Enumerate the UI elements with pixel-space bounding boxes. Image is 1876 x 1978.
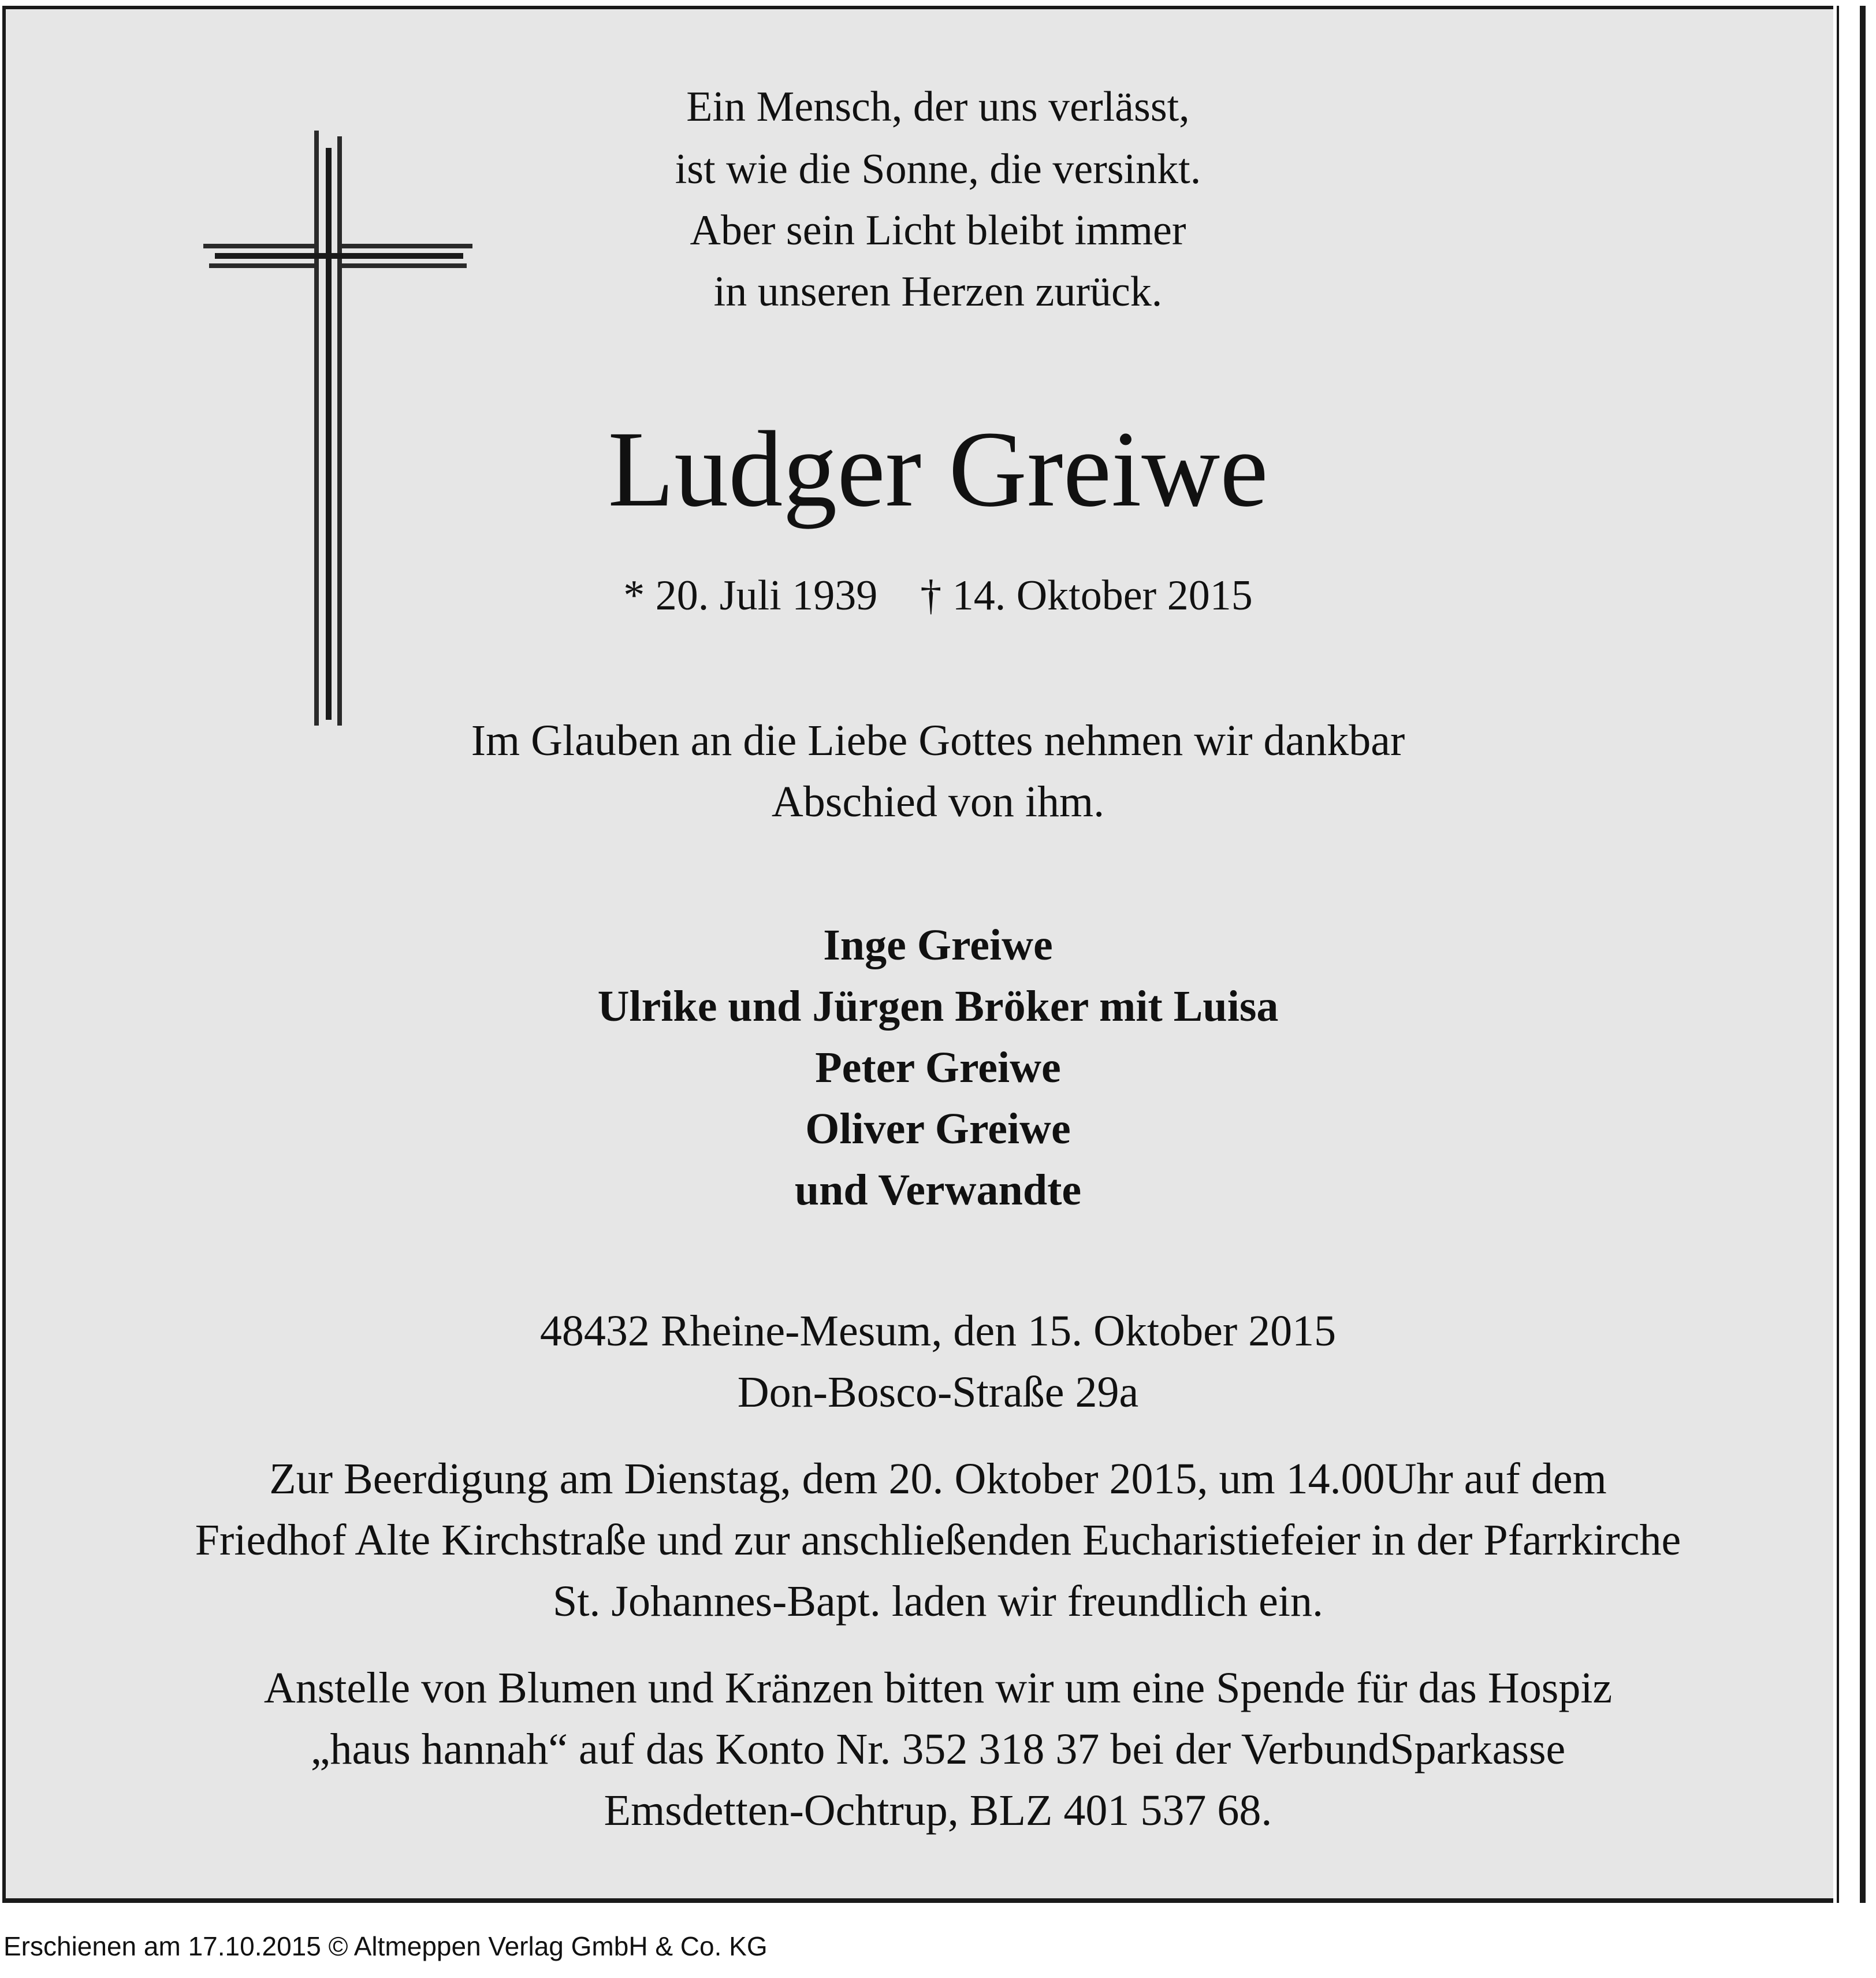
family-member-2: Ulrike und Jürgen Bröker mit Luisa — [597, 982, 1279, 1031]
farewell-line-2: Abschied von ihm. — [771, 778, 1105, 826]
family-member-1: Inge Greiwe — [823, 921, 1053, 969]
funeral-line-2: Friedhof Alte Kirchstraße und zur anschließenden Eucharistiefeier in der Pfarrkirche — [195, 1516, 1681, 1564]
life-dates: * 20. Juli 1939 † 14. Oktober 2015 — [623, 572, 1253, 619]
funeral-line-1: Zur Beerdigung am Dienstag, dem 20. Oktober 2015, um 14.00Uhr auf dem — [269, 1455, 1607, 1503]
poem-line-3: Aber sein Licht bleibt immer — [690, 207, 1186, 254]
deceased-name: Ludger Greiwe — [608, 408, 1268, 529]
donation-line-3: Emsdetten-Ochtrup, BLZ 401 537 68. — [604, 1786, 1272, 1835]
funeral-line-3: St. Johannes-Bapt. laden wir freundlich ein. — [553, 1577, 1323, 1626]
donation-line-2: „haus hannah“ auf das Konto Nr. 352 318 37 bei der VerbundSparkasse — [310, 1725, 1566, 1773]
address-line-2: Don-Bosco-Straße 29a — [737, 1368, 1139, 1416]
donation-line-1: Anstelle von Blumen und Kränzen bitten wir um eine Spende für das Hospiz — [263, 1664, 1613, 1712]
poem-line-1: Ein Mensch, der uns verlässt, — [686, 83, 1190, 131]
family-member-5: und Verwandte — [794, 1166, 1082, 1214]
poem-line-2: ist wie die Sonne, die versinkt. — [675, 146, 1201, 193]
publication-footer: Erschienen am 17.10.2015 © Altmeppen Verlag GmbH & Co. KG — [3, 1931, 768, 1961]
address-line-1: 48432 Rheine-Mesum, den 15. Oktober 2015 — [539, 1307, 1337, 1355]
farewell-line-1: Im Glauben an die Liebe Gottes nehmen wir dankbar — [471, 716, 1405, 765]
family-member-3: Peter Greiwe — [815, 1043, 1061, 1092]
poem-line-4: in unseren Herzen zurück. — [713, 268, 1163, 315]
family-member-4: Oliver Greiwe — [805, 1105, 1071, 1153]
